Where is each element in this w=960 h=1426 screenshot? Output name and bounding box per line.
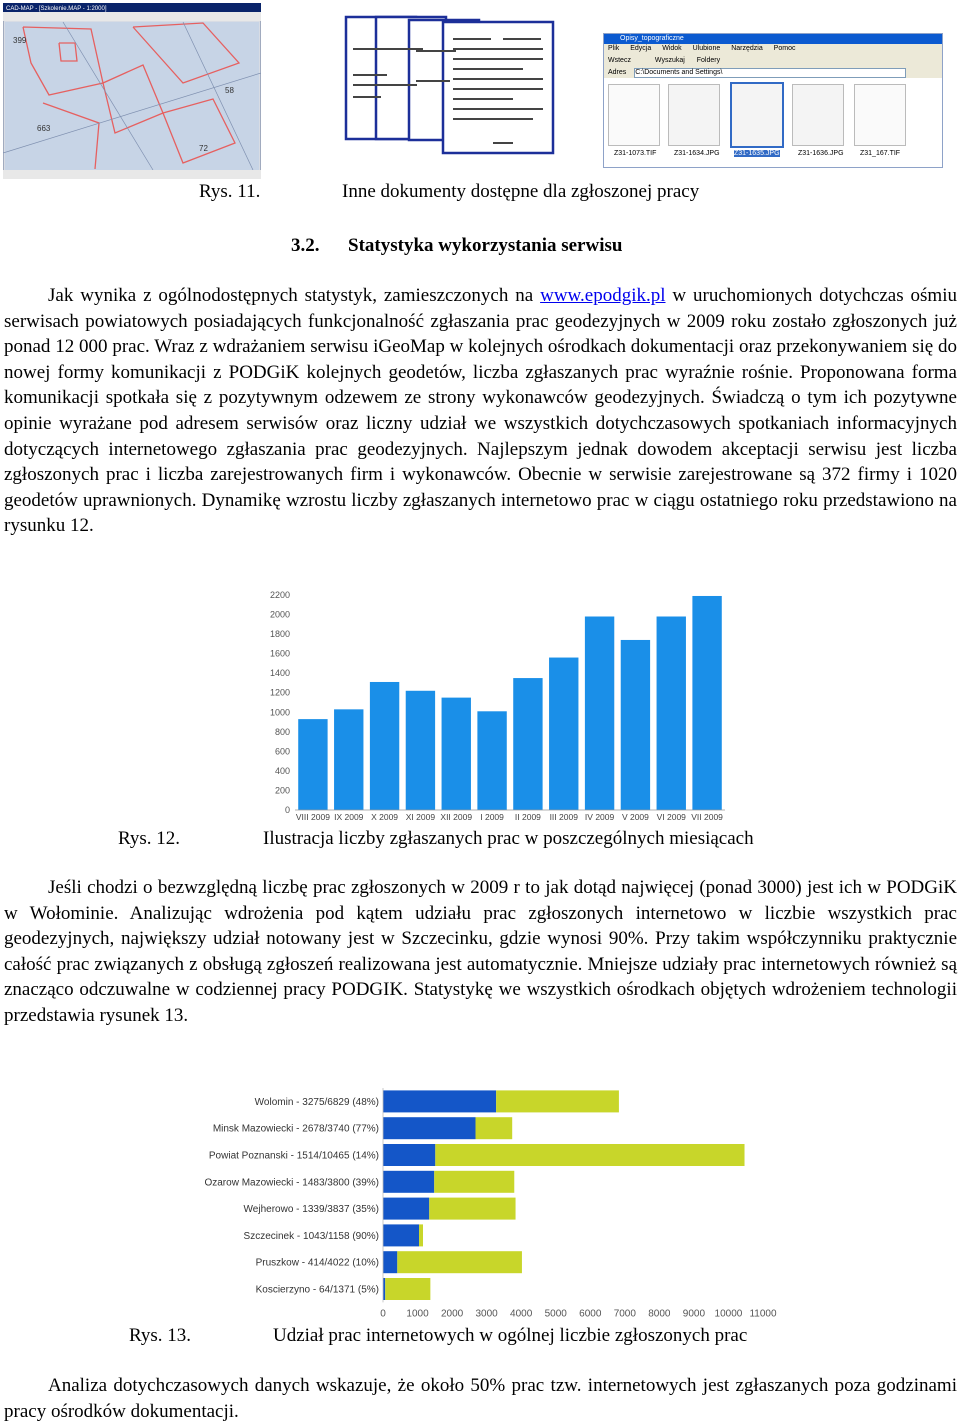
x-tick-label: 6000 (579, 1308, 602, 1320)
internet-share-bar (383, 1198, 429, 1220)
month-bar (406, 691, 435, 810)
x-tick-label: 7000 (613, 1308, 636, 1320)
thumb-1[interactable] (608, 84, 660, 146)
search-button[interactable]: Wyszukaj (654, 57, 685, 64)
remaining-share-bar (435, 1144, 744, 1166)
internet-share-bar (383, 1090, 496, 1112)
x-tick-label: II 2009 (514, 812, 541, 822)
folders-button[interactable]: Foldery (696, 57, 721, 64)
paragraph-3: Analiza dotychczasowych danych wskazuje, że około 50% prac tzw. internetowych jest zgłaszanych poza godzinami pracy ośrodków dokumentacji. (4, 1375, 957, 1422)
explorer-titlebar (604, 34, 942, 44)
y-tick-label: 1400 (269, 668, 290, 679)
month-bar (692, 596, 721, 810)
x-tick-label: 3000 (475, 1308, 498, 1320)
y-tick-label: 800 (274, 726, 290, 737)
monthly-chart (255, 585, 730, 825)
x-tick-label: XII 2009 (440, 812, 473, 822)
y-tick-label: 1000 (269, 707, 290, 718)
explorer-title: Opisy_topograficzne (620, 35, 684, 42)
x-tick-label: X 2009 (371, 812, 399, 822)
fig13-caption-number: Rys. 13. (129, 1325, 192, 1346)
x-tick-label: V 2009 (621, 812, 649, 822)
x-tick-label: 4000 (510, 1308, 533, 1320)
svg-text:58: 58 (225, 86, 234, 95)
month-bar (477, 711, 506, 810)
x-tick-label: 0 (380, 1308, 386, 1320)
y-tick-label: 1200 (269, 687, 290, 698)
remaining-share-bar (429, 1198, 515, 1220)
fig11-caption-number: Rys. 11. (199, 181, 261, 202)
remaining-share-bar (496, 1090, 619, 1112)
thumb-5[interactable] (854, 84, 906, 146)
thumb-label-1: Z31-1073.TIF (614, 150, 657, 157)
fig12-caption-text: Ilustracja liczby zgłaszanych prac w poszczególnych miesiącach (263, 828, 754, 849)
thumb-4[interactable] (792, 84, 844, 146)
fig11-caption-text: Inne dokumenty dostępne dla zgłoszonej pracy (342, 181, 700, 202)
explorer-window (603, 33, 943, 168)
explorer-thumbnails (604, 78, 942, 166)
x-tick-label: IV 2009 (584, 812, 615, 822)
paragraph-2: Jeśli chodzi o bezwzględną liczbę prac zgłoszonych w 2009 r to jak dotąd najwięcej (ponad 3000) jest ich w PODGiK w Wołominie. Analizując wdrożenia pod kątem udziału prac zgłoszonych internetowo w liczbie wszystkich prac geodezyjnych, największy udział notowany jest w Szczecinku, gdzie wynosi 90%. Przy takim współczynniku praktycznie całość prac związanych z obsługą zgłoszeń realizowana jest automatycznie. Mniejsze udziały prac internetowych również są znacząco odczuwalne w codziennej pracy PODGIK. Statystykę we wszystkich ośrodkach objętych wdrożeniem technologii przedstawia rysunek 13. (4, 877, 957, 1026)
office-label: Pruszkow - 414/4022 (10%) (255, 1257, 379, 1269)
month-bar (621, 640, 650, 810)
x-tick-label: I 2009 (480, 812, 504, 822)
share-chart-bars (383, 1090, 745, 1300)
internet-share-bar (383, 1144, 435, 1166)
internet-share-bar (383, 1224, 419, 1246)
cad-map-screenshot (3, 3, 261, 179)
monthly-chart-bars (298, 596, 722, 810)
x-tick-label: 9000 (682, 1308, 706, 1320)
office-label: Szczecinek - 1043/1158 (90%) (243, 1230, 379, 1242)
x-tick-label: VII 2009 (691, 812, 723, 822)
office-label: Powiat Poznanski - 1514/10465 (14%) (208, 1150, 379, 1162)
month-bar (370, 682, 399, 810)
month-bar (549, 658, 578, 810)
menu-item-pomoc[interactable]: Pomoc (773, 45, 796, 52)
month-bar (334, 709, 363, 810)
monthly-chart-yaxis (270, 590, 290, 815)
epodgik-link[interactable]: www.epodgik.pl (540, 285, 666, 306)
cad-title: CAD-MAP - [Szkolenie.MAP - 1:2000] (6, 6, 107, 12)
remaining-share-bar (419, 1224, 423, 1246)
menu-item-widok[interactable]: Widok (662, 45, 682, 52)
remaining-share-bar (476, 1117, 513, 1139)
x-tick-label: 10000 (714, 1308, 743, 1320)
fig12-caption-number: Rys. 12. (118, 828, 181, 849)
share-chart-labels (204, 1097, 379, 1296)
x-tick-label: 5000 (544, 1308, 567, 1320)
section-number: 3.2. (291, 235, 320, 256)
office-label: Wejherowo - 1339/3837 (35%) (243, 1204, 379, 1216)
thumb-label-4: Z31-1636.JPG (798, 150, 844, 157)
svg-text:72: 72 (199, 144, 208, 153)
thumb-label-3: Z31-1635.JPG (734, 150, 780, 157)
menu-item-narzedzia[interactable]: Narzędzia (731, 45, 763, 52)
share-chart (170, 1086, 790, 1326)
thumb-label-5: Z31_167.TIF (860, 150, 901, 157)
office-label: Wolomin - 3275/6829 (48%) (254, 1096, 379, 1108)
y-tick-label: 0 (284, 805, 290, 815)
paragraph-1-start: Jak wynika z ogólnodostępnych statystyk, zamieszczonych na (48, 285, 541, 306)
monthly-chart-xaxis (295, 810, 725, 822)
paragraph-1 (4, 283, 957, 539)
menu-item-ulubione[interactable]: Ulubione (692, 45, 721, 52)
y-tick-label: 2200 (269, 590, 290, 600)
remaining-share-bar (434, 1171, 514, 1193)
month-bar (298, 719, 327, 810)
x-tick-label: 8000 (648, 1308, 671, 1320)
menu-item-plik[interactable]: Plik (608, 45, 620, 52)
fig11-images (0, 0, 960, 180)
address-input[interactable]: C:\Documents and Settings\ (634, 68, 906, 78)
y-tick-label: 2000 (269, 609, 290, 620)
internet-share-bar (383, 1117, 476, 1139)
fig13-caption-text: Udział prac internetowych w ogólnej liczbie zgłoszonych prac (273, 1325, 748, 1346)
menu-item-edycja[interactable]: Edycja (630, 45, 652, 52)
x-tick-label: 1000 (406, 1308, 429, 1320)
x-tick-label: IX 2009 (334, 812, 364, 822)
x-tick-label: VIII 2009 (295, 812, 330, 822)
document-pages-stack (343, 14, 558, 156)
svg-text:663: 663 (37, 124, 51, 133)
y-tick-label: 1800 (269, 629, 290, 640)
month-bar (442, 698, 471, 810)
x-tick-label: 11000 (749, 1308, 777, 1320)
y-tick-label: 1600 (269, 648, 290, 659)
office-label: Minsk Mazowiecki - 2678/3740 (77%) (212, 1123, 379, 1135)
x-tick-label: XI 2009 (405, 812, 436, 822)
y-tick-label: 600 (274, 746, 290, 757)
x-tick-label: 2000 (440, 1308, 464, 1320)
remaining-share-bar (397, 1251, 522, 1273)
section-title: Statystyka wykorzystania serwisu (348, 235, 623, 256)
x-tick-label: III 2009 (549, 812, 578, 822)
x-tick-label: VI 2009 (656, 812, 686, 822)
internet-share-bar (383, 1251, 397, 1273)
thumb-2[interactable] (668, 84, 720, 146)
explorer-addressbar (604, 67, 942, 78)
month-bar (585, 617, 614, 811)
thumb-label-2: Z31-1634.JPG (674, 150, 720, 157)
explorer-menubar (604, 44, 942, 54)
internet-share-bar (383, 1171, 434, 1193)
month-bar (657, 617, 686, 811)
office-label: Ozarow Mazowiecki - 1483/3800 (39%) (204, 1177, 379, 1189)
explorer-toolbar (604, 54, 942, 67)
y-tick-label: 400 (274, 765, 290, 776)
month-bar (513, 678, 542, 810)
paragraph-1-rest: w uruchomionych dotychczas ośmiu serwisach powiatowych posiadających funkcjonalność zgłaszania prac geodezyjnych w 2009 roku zostało zgłoszonych już ponad 12 000 prac. Wraz z wdrażaniem serwisu iGeoMap w kolejnych ośrodkach dokumentacji oraz przekonywaniem się do nowej formy komunikacji z PODGiK kolejnych geodetów, liczba zgłaszanych prac wyraźnie rośnie. Proponowana forma komunikacji spotkała się z pozytywnym odzewem ze strony wykonawców geodezyjnych. Świadczą o tym ich pozytywne opinie wyrażane pod adresem serwisów oraz liczny udział we wszystkich dotychczasowych spotkaniach informacyjnych dotyczących internetowego zgłaszania prac geodezyjnych. Najlepszym jednak dowodem akceptacji serwisu jest liczba zgłoszonych prac i liczba zarejestrowanych firm i wykonawców. Obecnie w serwisie zarejestrowane są 372 firmy i 1020 geodetów uprawnionych. Dynamikę wzrostu liczby zgłaszanych internetowo prac w ciągu ostatniego roku przedstawiono na rysunku 12. (4, 285, 957, 537)
back-button[interactable]: Wstecz (608, 57, 631, 64)
y-tick-label: 200 (274, 785, 290, 796)
svg-text:399: 399 (13, 36, 27, 45)
remaining-share-bar (385, 1278, 430, 1300)
office-label: Koscierzyno - 64/1371 (5%) (255, 1284, 379, 1296)
address-label: Adres (608, 69, 627, 76)
thumb-3-selected[interactable] (730, 82, 784, 148)
